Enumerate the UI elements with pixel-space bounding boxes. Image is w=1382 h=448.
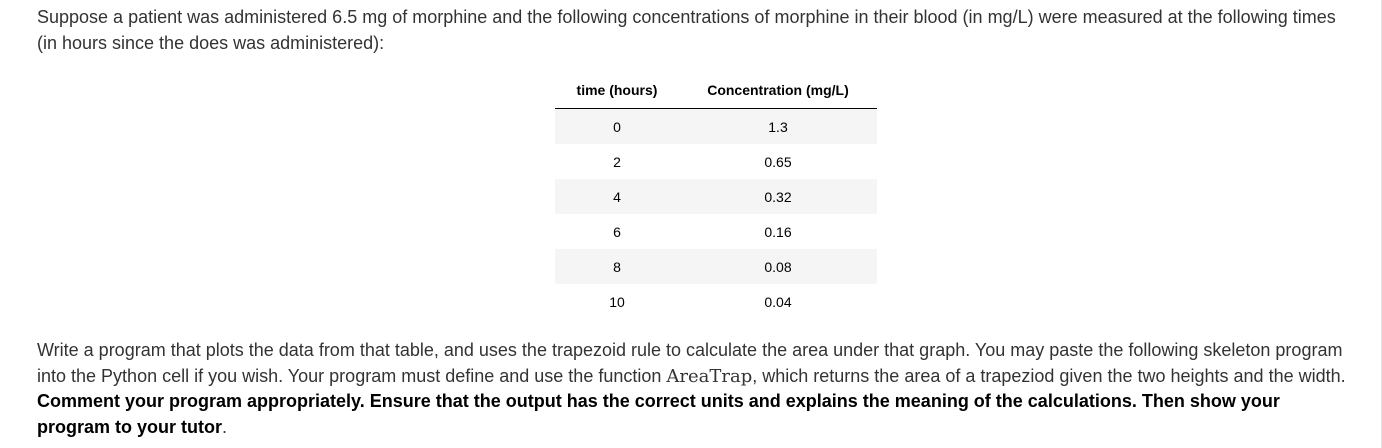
table-row (555, 179, 877, 214)
task-text-after-code: , which returns the area of a trapeziod given the two heights and the width. (752, 365, 1346, 386)
table-row (555, 249, 877, 284)
cell-time: 6 (613, 223, 621, 240)
cell-concentration: 1.3 (768, 118, 788, 135)
intro-paragraph: Suppose a patient was administered 6.5 mg of morphine and the following concentrations of morphine in their blood (in mg/L) were measured at the following times (in hours since the does was administered): (37, 7, 1336, 53)
cell-concentration: 0.04 (764, 293, 792, 310)
header-concentration: Concentration (mg/L) (679, 76, 877, 109)
table-row (555, 214, 877, 249)
concentration-table (555, 76, 877, 319)
cell-time: 2 (613, 153, 621, 170)
cell-concentration: 0.65 (764, 153, 792, 170)
task-end-punctuation: . (222, 416, 228, 437)
cell-time: 4 (613, 188, 621, 205)
table-row (555, 284, 877, 319)
header-time: time (hours) (555, 76, 679, 109)
cell-time: 10 (609, 293, 625, 310)
table-header-row (555, 76, 877, 109)
cell-concentration: 0.08 (764, 258, 792, 275)
task-text-before-code: Write a program that plots the data from that table, and uses the trapezoid rule to calculate the area under that graph. You may paste the following skeleton program into the Python cell if you wish. Your program must define and use the function (37, 340, 1343, 386)
table-row (555, 144, 877, 179)
cell-concentration: 0.16 (764, 223, 792, 240)
function-name-code: AreaTrap (666, 365, 753, 387)
cell-time: 8 (613, 258, 621, 275)
table-row (555, 109, 877, 145)
cell-concentration: 0.32 (764, 188, 792, 205)
task-bold-instructions: Comment your program appropriately. Ensure that the output has the correct units and explains the meaning of the calculations. Then show your program to your tutor (37, 391, 1280, 437)
task-paragraph (37, 338, 1357, 440)
cell-time: 0 (613, 118, 621, 135)
